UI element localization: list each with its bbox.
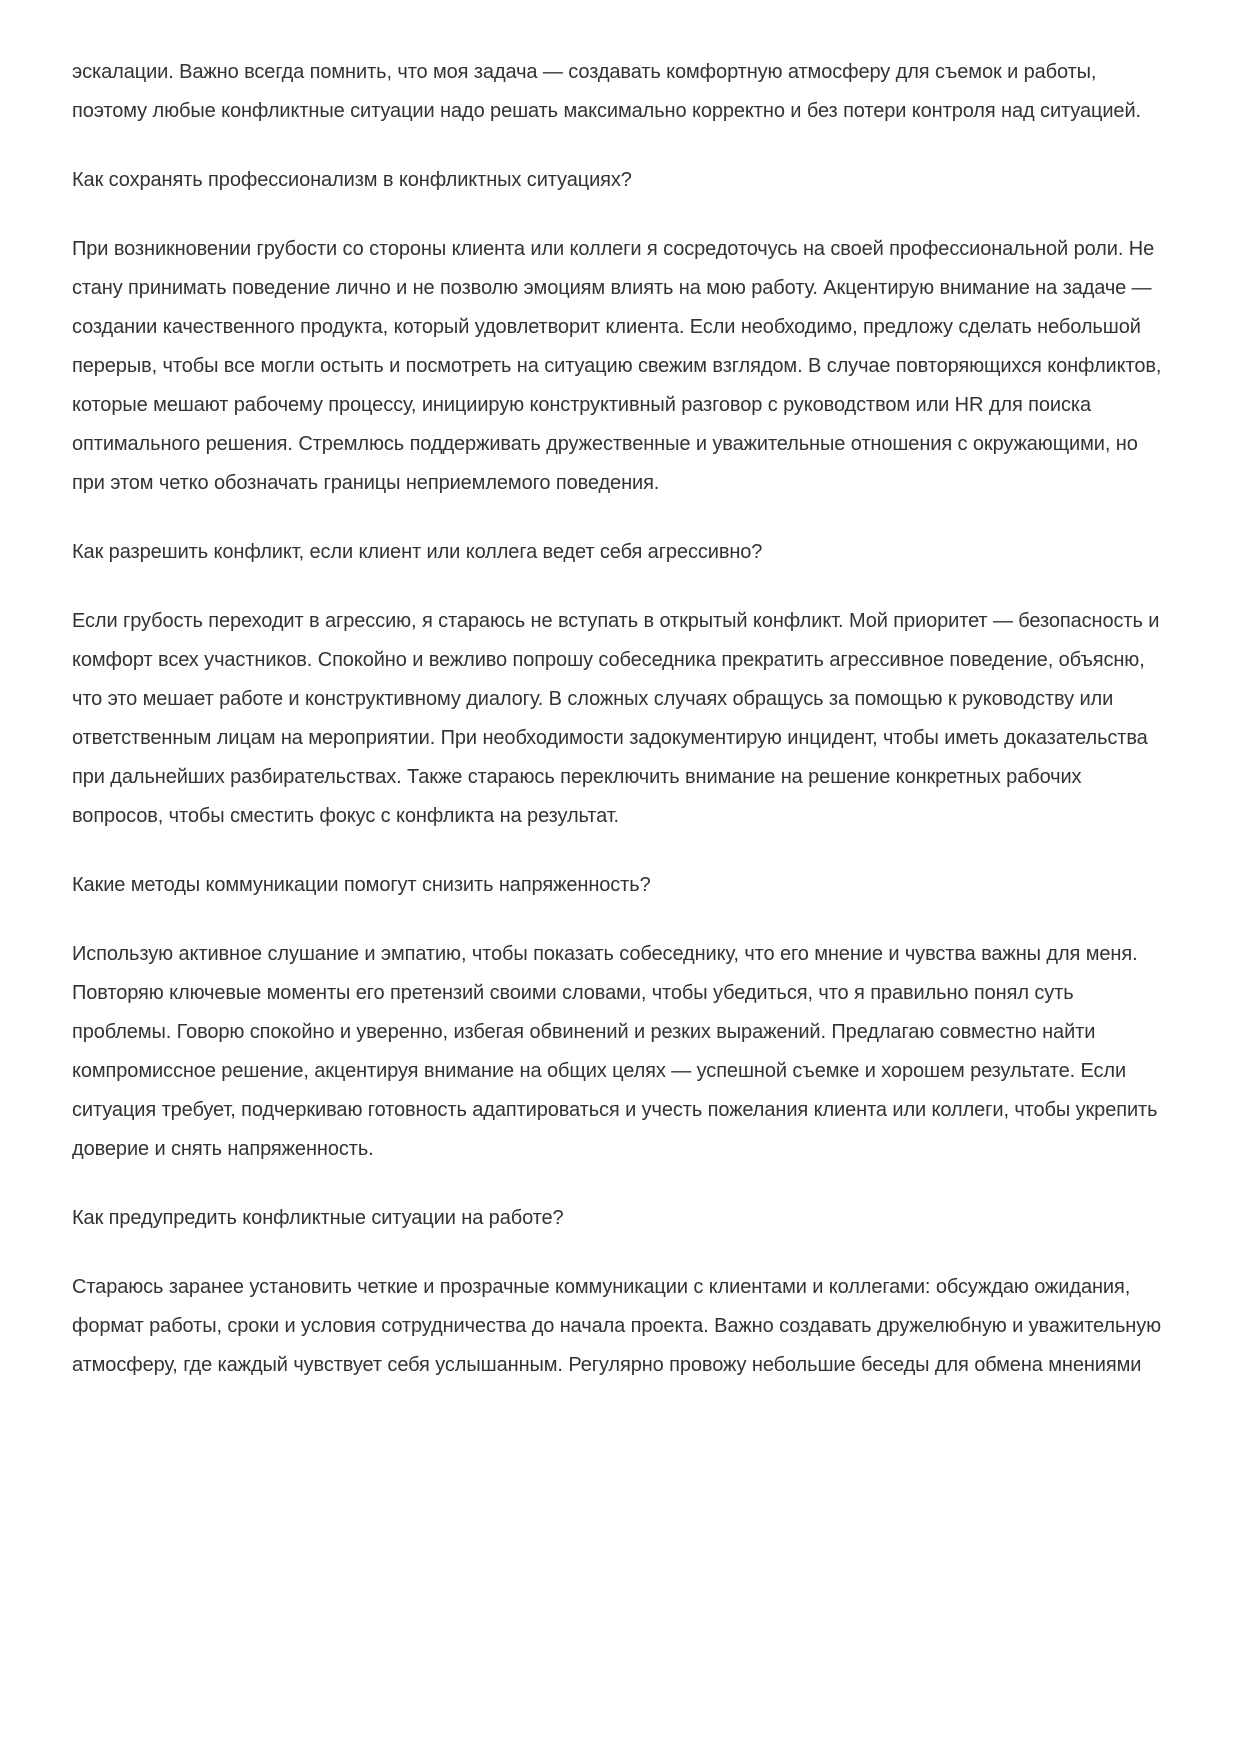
question-keep-professionalism: Как сохранять профессионализм в конфликтных ситуациях? (72, 169, 632, 191)
paragraph-active-listening: Использую активное слушание и эмпатию, чтобы показать собеседнику, что его мнение и чувства важны для меня. Повторяю ключевые моменты его претензий своими словами, чтобы убедиться, что я правильно понял суть проблемы. Говорю спокойно и уверенно, избегая обвинений и резких выражений. Предлагаю совместно найти компромиссное решение, акцентируя внимание на общих целях — успешной съемке и хорошем результате. Если ситуация требует, подчеркиваю готовность адаптироваться и учесть пожелания клиента или коллеги, чтобы укрепить доверие и снять напряженность. (72, 943, 1158, 1160)
paragraph-escalation-continued: эскалации. Важно всегда помнить, что моя задача — создавать комфортную атмосферу для съемок и работы, поэтому любые конфликтные ситуации надо решать максимально корректно и без потери контроля над ситуацией. (72, 61, 1141, 122)
question-prevent-conflicts: Как предупредить конфликтные ситуации на работе? (72, 1207, 564, 1229)
question-resolve-aggressive-conflict: Как разрешить конфликт, если клиент или коллега ведет себя агрессивно? (72, 541, 763, 563)
question-communication-methods: Какие методы коммуникации помогут снизить напряженность? (72, 874, 651, 896)
paragraph-professional-role: При возникновении грубости со стороны клиента или коллеги я сосредоточусь на своей профессиональной роли. Не стану принимать поведение лично и не позволю эмоциям влиять на мою работу. Акцентирую внимание на задаче — создании качественного продукта, который удовлетворит клиента. Если необходимо, предложу сделать небольшой перерыв, чтобы все могли остыть и посмотреть на ситуацию свежим взглядом. В случае повторяющихся конфликтов, которые мешают рабочему процессу, инициирую конструктивный разговор с руководством или HR для поиска оптимального решения. Стремлюсь поддерживать дружественные и уважительные отношения с окружающими, но при этом четко обозначать границы неприемлемого поведения. (72, 238, 1162, 494)
paragraph-aggression-response: Если грубость переходит в агрессию, я стараюсь не вступать в открытый конфликт. Мой приоритет — безопасность и комфорт всех участников. Спокойно и вежливо попрошу собеседника прекратить агрессивное поведение, объясню, что это мешает работе и конструктивному диалогу. В сложных случаях обращусь за помощью к руководству или ответственным лицам на мероприятии. При необходимости задокументирую инцидент, чтобы иметь доказательства при дальнейших разбирательствах. Также стараюсь переключить внимание на решение конкретных рабочих вопросов, чтобы сместить фокус с конфликта на результат. (72, 610, 1160, 827)
paragraph-transparent-communication: Стараюсь заранее установить четкие и прозрачные коммуникации с клиентами и коллегами: обсуждаю ожидания, формат работы, сроки и условия сотрудничества до начала проекта. Важно создавать дружелюбную и уважительную атмосферу, где каждый чувствует себя услышанным. Регулярно провожу небольшие беседы для обмена мнениями (72, 1276, 1162, 1376)
